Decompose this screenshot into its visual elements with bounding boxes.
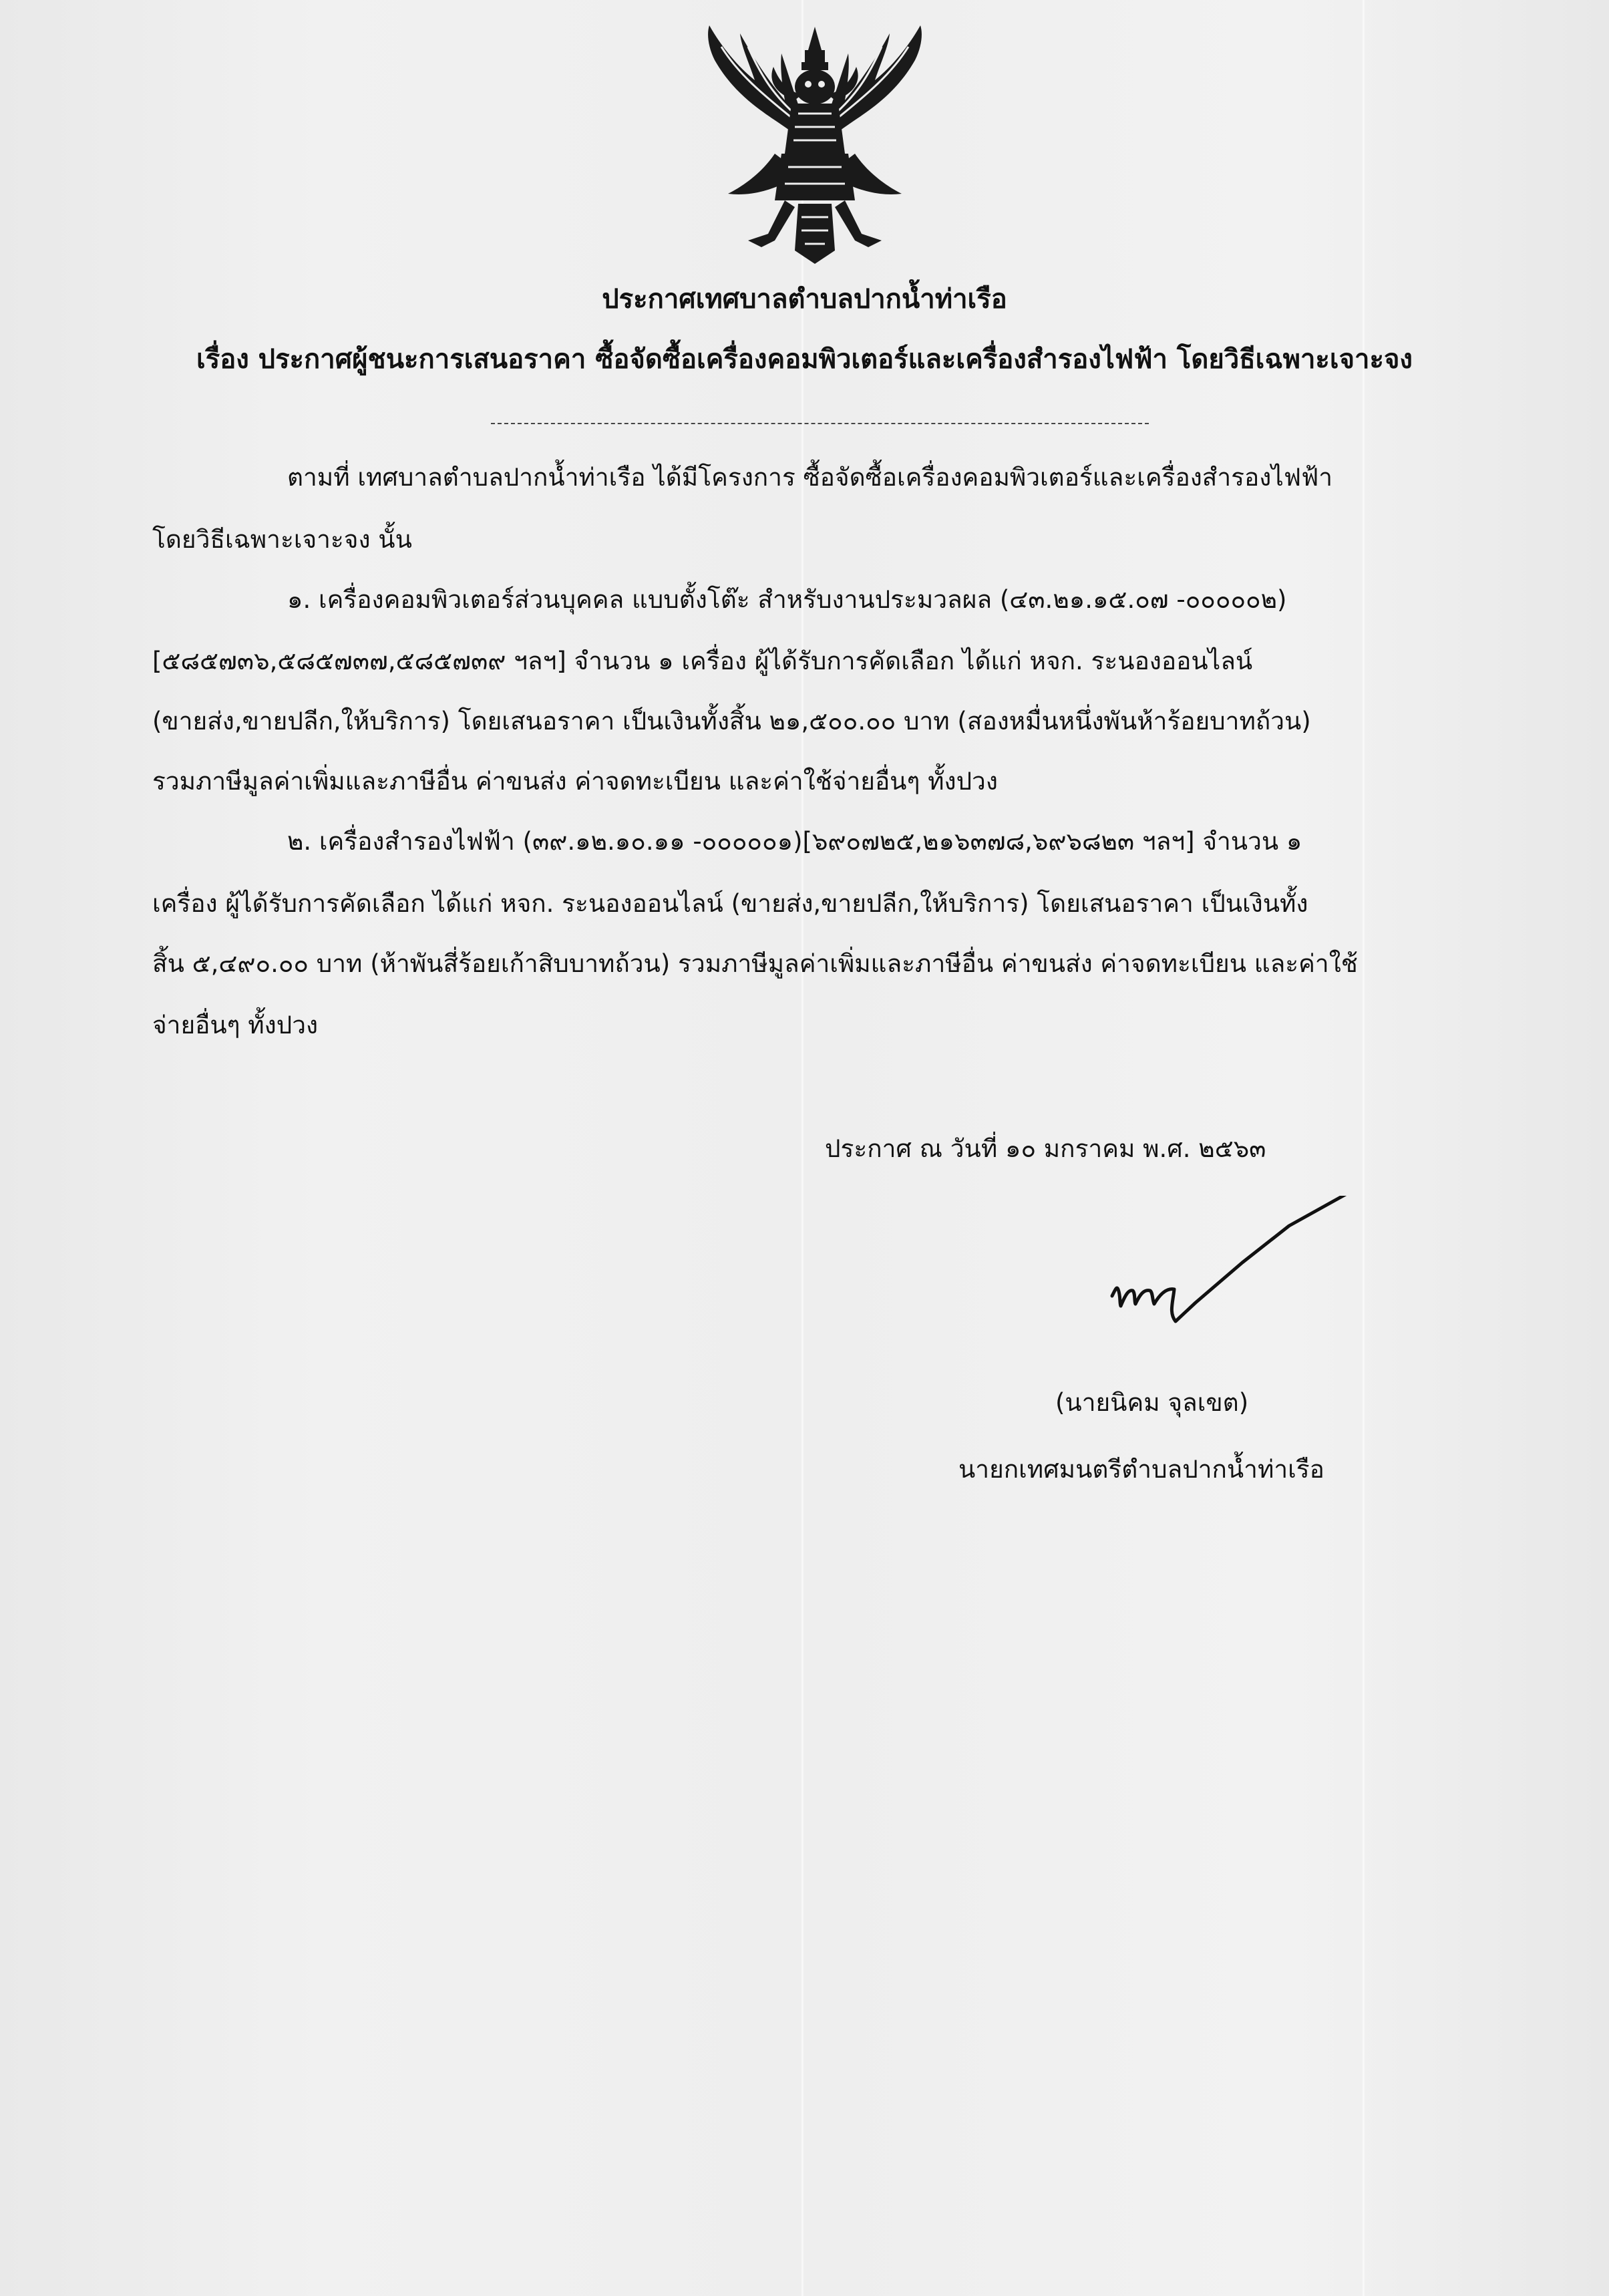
item-1-line: ๑. เครื่องคอมพิวเตอร์ส่วนบุคคล แบบตั้งโต๊ะ สำหรับงานประมวลผล (๔๓.๒๑.๑๕.๐๗ -๐๐๐๐๐๒) [287, 585, 1287, 614]
item-2-line: ๒. เครื่องสำรองไฟฟ้า (๓๙.๑๒.๑๐.๑๑ -๐๐๐๐๐๑)[๖๙๐๗๒๕,๒๑๖๓๗๘,๖๙๖๘๒๓ ฯลฯ] จำนวน ๑ [287, 827, 1302, 856]
item-1-line: (ขายส่ง,ขายปลีก,ให้บริการ) โดยเสนอราคา เป็นเงินทั้งสิ้น ๒๑,๕๐๐.๐๐ บาท (สองหมื่นหนึ่งพันห้าร้อยบาทถ้วน) [152, 707, 1311, 735]
item-2-line: จ่ายอื่นๆ ทั้งปวง [152, 1011, 319, 1039]
intro-line: โดยวิธีเฉพาะเจาะจง นั้น [152, 525, 412, 554]
item-1-line: [๕๘๕๗๓๖,๕๘๕๗๓๗,๕๘๕๗๓๙ ฯลฯ] จำนวน ๑ เครื่อง ผู้ได้รับการคัดเลือก ได้แก่ หจก. ระนองออนไลน์ [152, 647, 1253, 675]
item-1-line: รวมภาษีมูลค่าเพิ่มและภาษีอื่น ค่าขนส่ง ค่าจดทะเบียน และค่าใช้จ่ายอื่นๆ ทั้งปวง [152, 767, 998, 796]
item-2-line: เครื่อง ผู้ได้รับการคัดเลือก ได้แก่ หจก. ระนองออนไลน์ (ขายส่ง,ขายปลีก,ให้บริการ) โดยเสนอราคา เป็นเงินทั้ง [152, 889, 1308, 918]
signature-mark [1089, 1196, 1356, 1356]
subject-title: เรื่อง ประกาศผู้ชนะการเสนอราคา ซื้อจัดซื้อเครื่องคอมพิวเตอร์และเครื่องสำรองไฟฟ้า โดยวิธีเฉพาะเจาะจง [196, 344, 1413, 375]
announcement-date: ประกาศ ณ วันที่ ๑๐ มกราคม พ.ศ. ๒๕๖๓ [825, 1134, 1266, 1163]
dashed-separator [491, 423, 1149, 424]
garuda-emblem [701, 20, 928, 267]
signatory-title: นายกเทศมนตรีตำบลปากน้ำท่าเรือ [958, 1455, 1324, 1484]
intro-line: ตามที่ เทศบาลตำบลปากน้ำท่าเรือ ได้มีโครงการ ซื้อจัดซื้อเครื่องคอมพิวเตอร์และเครื่องสำรองไฟฟ้า [287, 463, 1333, 492]
item-2-line: สิ้น ๕,๔๙๐.๐๐ บาท (ห้าพันสี่ร้อยเก้าสิบบาทถ้วน) รวมภาษีมูลค่าเพิ่มและภาษีอื่น ค่าขนส่ง ค่าจดทะเบียน และค่าใช้ [152, 949, 1358, 978]
organization-title: ประกาศเทศบาลตำบลปากน้ำท่าเรือ [602, 284, 1007, 315]
signatory-name: (นายนิคม จุลเขต) [1055, 1388, 1249, 1417]
